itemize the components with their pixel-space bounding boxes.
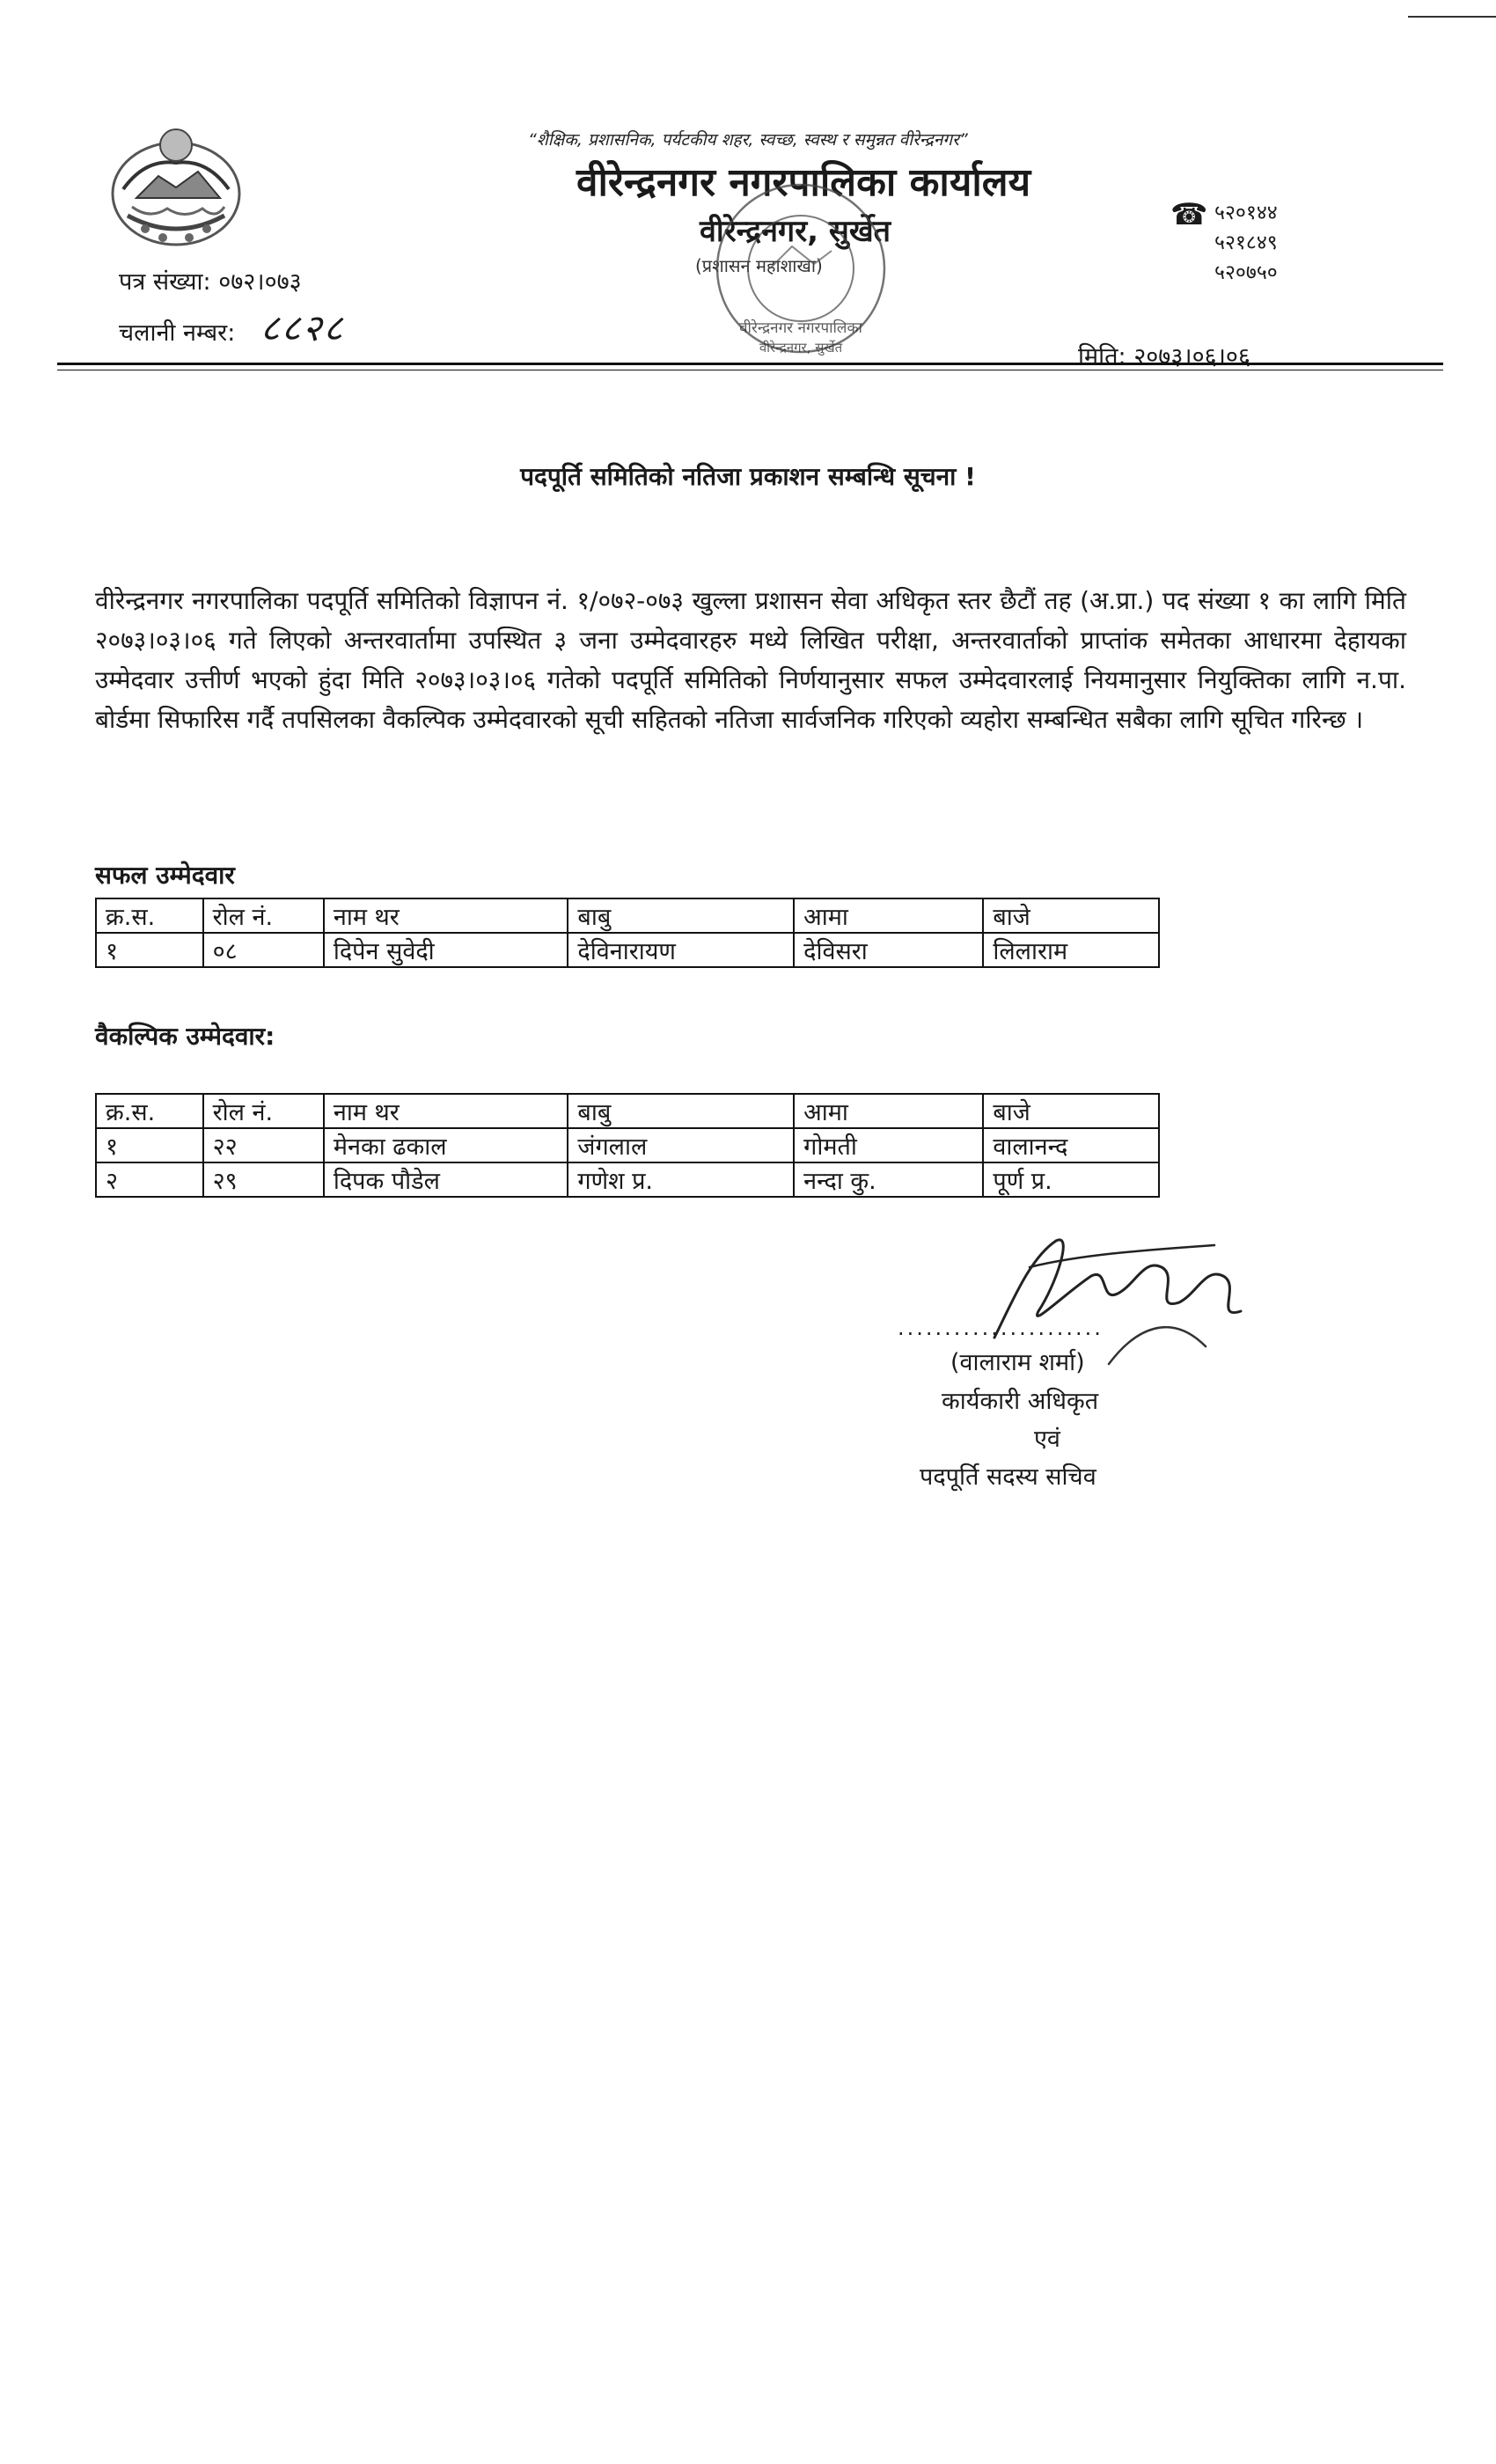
branch-name: (प्रशासन महाशाखा) [695, 255, 823, 276]
table-cell: मेनका ढकाल [324, 1128, 568, 1162]
successful-candidates-table [95, 898, 1160, 968]
signatory-name: (वालाराम शर्मा) [950, 1349, 1085, 1376]
table-row [96, 1128, 1159, 1162]
office-name: वीरेन्द्रनगर नगरपालिका कार्यालय [576, 160, 1031, 205]
table-cell: जंगलाल [568, 1128, 794, 1162]
corner-mark [1408, 16, 1496, 18]
header-cell: आमा [794, 1094, 983, 1128]
seal-text: वीरेन्द्रनगर नगरपालिका [739, 319, 862, 337]
table-row [96, 933, 1159, 967]
phone-number: ५२१८४९ [1214, 231, 1278, 254]
telephone-icon: ☎ [1170, 197, 1208, 232]
notice-subject: पदपूर्ति समितिको नतिजा प्रकाशन सम्बन्धि सूचना ! [520, 462, 976, 491]
header-cell: रोल नं. [203, 1094, 324, 1128]
header-cell: नाम थर [324, 898, 568, 933]
table-cell: गोमती [794, 1128, 983, 1162]
table-cell: देविसरा [794, 933, 983, 967]
phone-number: ५२०७५० [1214, 261, 1278, 284]
header-cell: नाम थर [324, 1094, 568, 1128]
header-cell: बाजे [983, 1094, 1159, 1128]
table-cell: ०८ [203, 933, 324, 967]
table-cell: २२ [203, 1128, 324, 1162]
signatory-role: पदपूर्ति सदस्य सचिव [920, 1463, 1096, 1491]
table-header-row [96, 1094, 1159, 1128]
signatory-conjunction: एवं [1034, 1426, 1060, 1453]
alternate-candidates-table [95, 1093, 1160, 1198]
date-value: २०७३।०६।०६ [1133, 343, 1251, 370]
signature-line: ...................... [898, 1316, 1104, 1340]
table-cell: २९ [203, 1162, 324, 1197]
table-row [96, 1162, 1159, 1197]
header-cell: क्र.स. [96, 1094, 203, 1128]
header-cell: बाबु [568, 1094, 794, 1128]
phone-numbers [1170, 198, 1278, 288]
notice-body: वीरेन्द्रनगर नगरपालिका पदपूर्ति समितिको विज्ञापन नं. १/०७२-०७३ खुल्ला प्रशासन सेवा अधिकृत स्तर छैटौं तह (अ.प्रा.) पद संख्या १ का लागि मिति २०७३।०३।०६ गते लिएको अन्तरवार्तामा उपस्थित ३ जना उम्मेदवारहरु मध्ये लिखित परीक्षा, अन्तरवार्ताको प्राप्तांक समेतका आधारमा देहायका उम्मेदवार उत्तीर्ण भएको हुंदा मिति २०७३।०३।०६ गतेको पदपूर्ति समितिको निर्णयानुसार सफल उम्मेदवारलाई नियमानुसार नियुक्तिका लागि न.पा. बोर्डमा सिफारिस गर्दै तपसिलका वैकल्पिक उम्मेदवारको सूची सहितको नतिजा सार्वजनिक गरिएको व्यहोरा सम्बन्धित सबैका लागि सूचित गरिन्छ । [95, 586, 1406, 734]
table-cell: दिपेन सुवेदी [324, 933, 568, 967]
table-cell: पूर्ण प्र. [983, 1162, 1159, 1197]
dispatch-line [119, 302, 344, 352]
header-cell: क्र.स. [96, 898, 203, 933]
header-cell: बाजे [983, 898, 1159, 933]
dispatch-label: चलानी नम्बर: [119, 319, 236, 347]
reference-line [119, 264, 302, 297]
ref-label: पत्र संख्या: [119, 268, 211, 296]
header-divider [57, 363, 1443, 365]
signatory-title: कार्यकारी अधिकृत [942, 1388, 1099, 1415]
table-cell: गणेश प्र. [568, 1162, 794, 1197]
date-label: मिति: [1078, 343, 1126, 370]
table-cell: देविनारायण [568, 933, 794, 967]
motto: “शैक्षिक, प्रशासनिक, पर्यटकीय शहर, स्वच्छ, स्वस्थ र समुन्नत वीरेन्द्रनगर” [528, 130, 968, 150]
successful-candidates-heading: सफल उम्मेदवार [95, 861, 235, 890]
phone-number: ५२०१४४ [1214, 202, 1278, 224]
table-header-row [96, 898, 1159, 933]
ref-value: ०७२।०७३ [218, 268, 302, 296]
table-cell: १ [96, 933, 203, 967]
table-cell: २ [96, 1162, 203, 1197]
table-cell: वालानन्द [983, 1128, 1159, 1162]
header-cell: बाबु [568, 898, 794, 933]
header-cell: आमा [794, 898, 983, 933]
alternate-candidates-heading: वैकल्पिक उम्मेदवार: [95, 1022, 275, 1051]
table-cell: १ [96, 1128, 203, 1162]
date-line [1078, 339, 1250, 371]
dispatch-number: ८८२८ [260, 306, 345, 349]
table-cell: दिपक पौडेल [324, 1162, 568, 1197]
office-location: वीरेन्द्रनगर, सुर्खेत [700, 214, 891, 249]
seal-place: वीरेन्द्रनगर, सुर्खेत [759, 340, 843, 356]
office-seal-icon [708, 176, 893, 361]
table-cell: नन्दा कु. [794, 1162, 983, 1197]
nepal-emblem-icon [97, 110, 255, 255]
table-cell: लिलाराम [983, 933, 1159, 967]
header-cell: रोल नं. [203, 898, 324, 933]
